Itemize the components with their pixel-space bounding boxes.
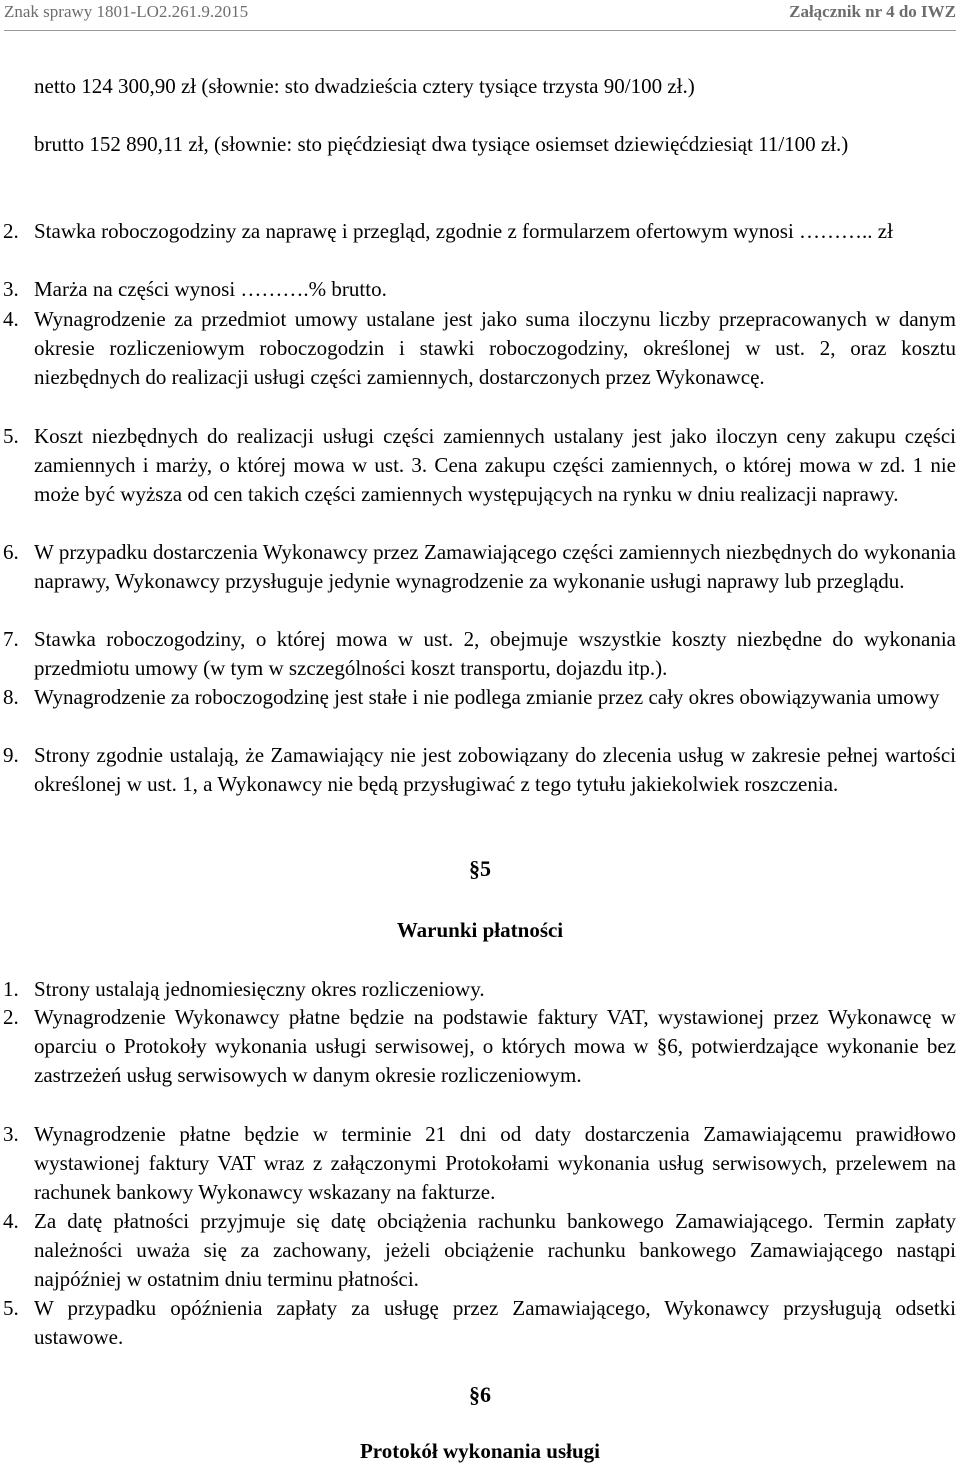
list-item: Wynagrodzenie Wykonawcy płatne będzie na podstawie faktury VAT, wystawionej przez Wykonawcę w oparciu o Protokoły wykonania usługi serwisowej, o których mowa w §6, potwierdzające wykonanie bez zastrzeżeń usług serwisowych w danym okresie rozliczeniowym. (34, 1005, 956, 1087)
list-item: W przypadku dostarczenia Wykonawcy przez Zamawiającego części zamiennych niezbędnych do wykonania naprawy, Wykonawcy przysługuje jedynie wynagrodzenie za wykonanie usługi naprawy lub przeglądu. (34, 540, 956, 593)
list-item: Wynagrodzenie za roboczogodzinę jest stałe i nie podlega zmianie przez cały okres obowiązywania umowy (34, 685, 940, 709)
netto-amount: netto 124 300,90 zł (słownie: sto dwadzieścia cztery tysiące trzysta 90/100 zł.) (34, 74, 695, 98)
item-number: 3. (3, 1122, 19, 1146)
list-item: Marża na części wynosi ……….% brutto. (34, 277, 387, 301)
list-item: Stawka roboczogodziny za naprawę i przegląd, zgodnie z formularzem ofertowym wynosi ……….. zł (34, 219, 893, 243)
list-item: Strony ustalają jednomiesięczny okres rozliczeniowy. (34, 977, 485, 1001)
item-number: 1. (3, 977, 19, 1001)
list-item: Wynagrodzenie płatne będzie w terminie 21 dni od daty dostarczenia Zamawiającemu prawidłowo wystawionej faktury VAT wraz z załączonymi Protokołami wykonania usług serwisowych, przelewem na rachunek bankowy Wykonawcy wskazany na fakturze. (34, 1122, 956, 1204)
page-header (4, 0, 956, 31)
section-6-mark: §6 (469, 1382, 491, 1407)
item-number: 2. (3, 219, 19, 243)
list-item: Koszt niezbędnych do realizacji usługi części zamiennych ustalany jest jako iloczyn ceny zakupu części zamiennych i marży, o której mowa w ust. 3. Cena zakupu części zamiennych, o której mowa w zd. 1 nie może być wyższa od cen takich części zamiennych występujących na rynku w dniu realizacji naprawy. (34, 424, 956, 506)
list-item: W przypadku opóźnienia zapłaty za usługę przez Zamawiającego, Wykonawcy przysługują odsetki ustawowe. (34, 1296, 956, 1349)
list-item: Strony zgodnie ustalają, że Zamawiający nie jest zobowiązany do zlecenia usług w zakresie pełnej wartości określonej w ust. 1, a Wykonawcy nie będą przysługiwać z tego tytułu jakiekolwiek roszczenia. (34, 743, 956, 796)
item-number: 2. (3, 1005, 19, 1029)
item-number: 8. (3, 685, 19, 709)
item-number: 9. (3, 743, 19, 767)
item-number: 6. (3, 540, 19, 564)
section-6-title: Protokół wykonania usługi (359, 1439, 600, 1463)
brutto-amount: brutto 152 890,11 zł, (słownie: sto pięćdziesiąt dwa tysiące osiemset dziewięćdziesiąt 11/100 zł.) (34, 132, 849, 156)
section-5-title: Warunki płatności (396, 918, 564, 942)
list-item: Wynagrodzenie za przedmiot umowy ustalane jest jako suma iloczynu liczby przepracowanych w danym okresie rozliczeniowym roboczogodzin i stawki roboczogodziny, określonej w ust. 2, oraz kosztu niezbędnych do realizacji usługi części zamiennych, dostarczonych przez Wykonawcę. (34, 307, 956, 389)
list-item: Za datę płatności przyjmuje się datę obciążenia rachunku bankowego Zamawiającego. Termin zapłaty należności uważa się za zachowany, jeżeli obciążenie rachunku bankowego Zamawiającego nastąpi najpóźniej w ostatnim dniu terminu płatności. (34, 1209, 956, 1291)
item-number: 4. (3, 1209, 19, 1233)
list-item: Stawka roboczogodziny, o której mowa w ust. 2, obejmuje wszystkie koszty niezbędne do wykonania przedmiotu umowy (w tym w szczególności koszt transportu, dojazdu itp.). (34, 627, 956, 680)
item-number: 7. (3, 627, 19, 651)
item-number: 5. (3, 1296, 19, 1320)
case-number: Znak sprawy 1801-LO2.261.9.2015 (4, 2, 249, 21)
attachment-label: Załącznik nr 4 do IWZ (789, 2, 956, 21)
item-number: 5. (3, 424, 19, 448)
item-number: 3. (3, 277, 19, 301)
item-number: 4. (3, 307, 19, 331)
section-5-mark: §5 (469, 856, 491, 881)
